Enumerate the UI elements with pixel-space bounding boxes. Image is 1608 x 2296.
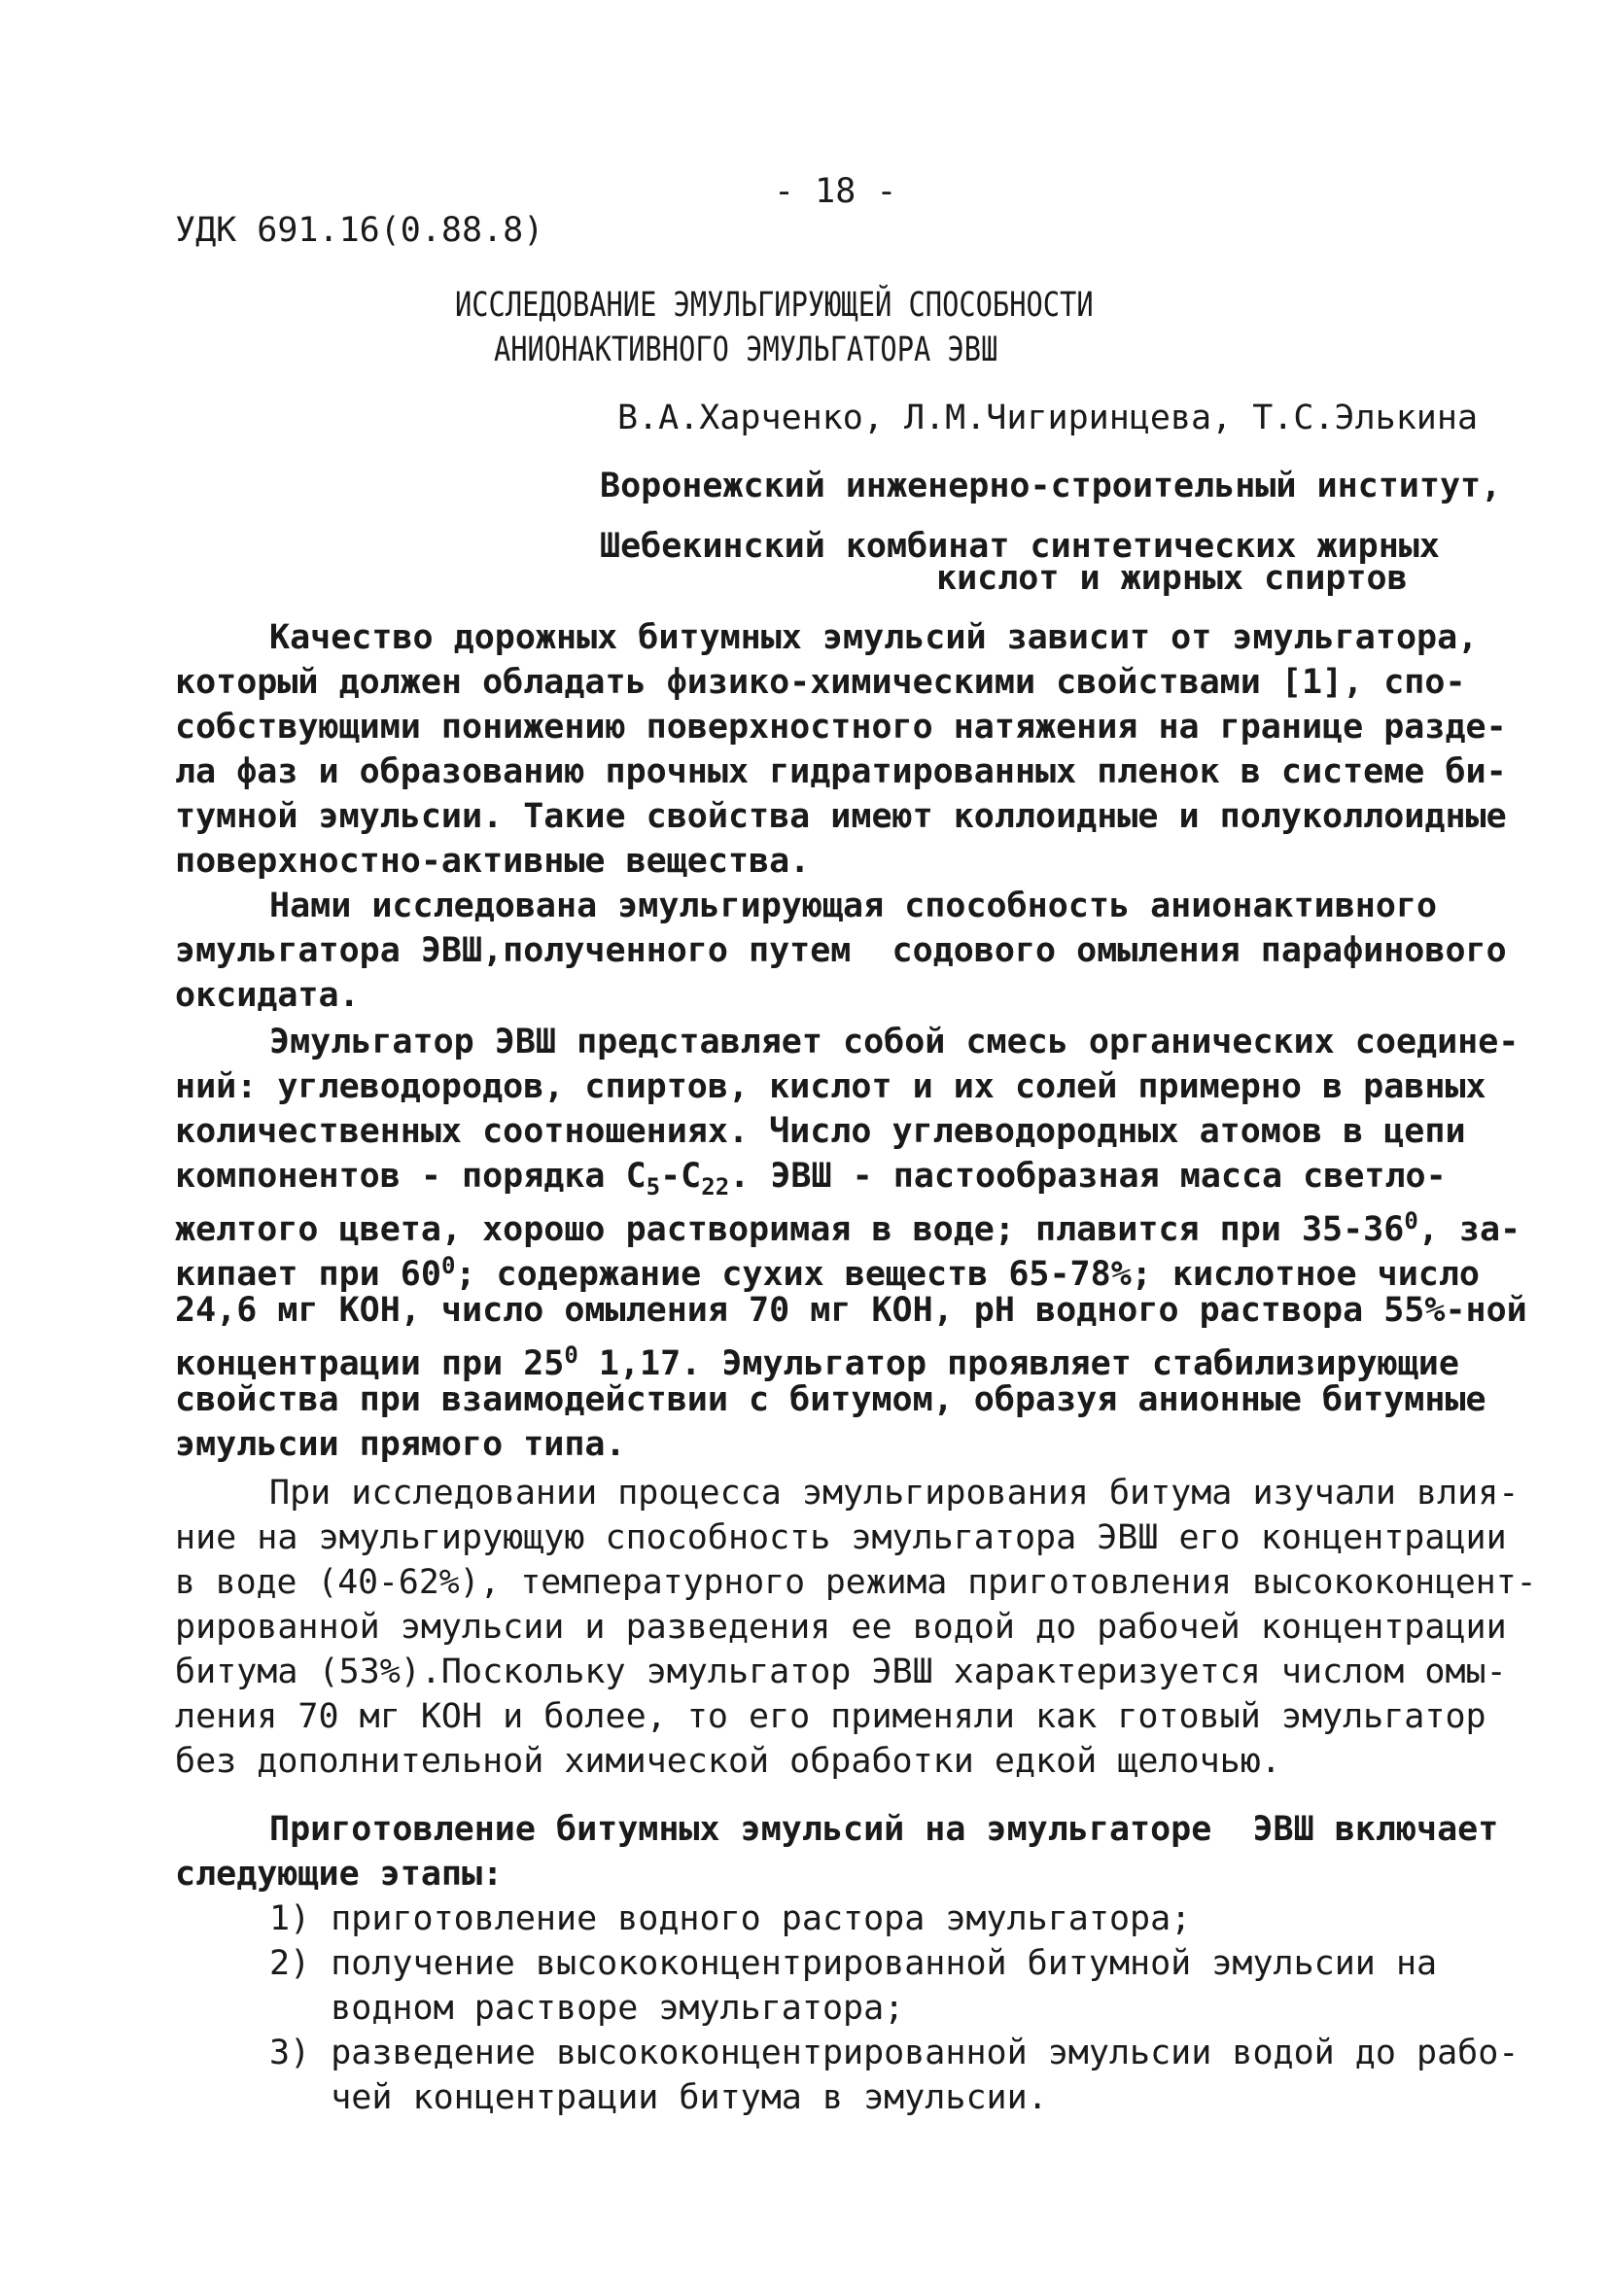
- p3-line-10: эмульсии прямого типа.: [175, 1425, 626, 1464]
- step-1: 1) приготовление водного растора эмульгатора;: [269, 1899, 1192, 1938]
- p4-line-2: ние на эмульгирующую способность эмульгатора ЭВШ его концентрации: [175, 1518, 1507, 1557]
- affiliation-2: Шебекинский комбинат синтетических жирных: [600, 527, 1440, 566]
- p3-line-5: желтого цвета, хорошо растворимая в воде; плавится при $35-36^0$, за-: [175, 1207, 1521, 1249]
- p4-line-5: битума (53%).Поскольку эмульгатор ЭВШ характеризуется числом омы-: [175, 1652, 1507, 1691]
- affiliation-1: Воронежский инженерно-строительный институт,: [600, 467, 1502, 505]
- p3-line-3: количественных соотношениях. Число углеводородных атомов в цепи: [175, 1112, 1466, 1151]
- p4-line-3: в воде (40-62%), температурного режима приготовления высококонцент-: [175, 1563, 1537, 1602]
- p3-line-8: концентрации при $25^0$ 1,17. Эмульгатор проявляет стабилизирующие: [175, 1341, 1459, 1383]
- step-2-cont: водном растворе эмульгатора;: [269, 1989, 905, 2028]
- title-line-1: ИССЛЕДОВАНИЕ ЭМУЛЬГИРУЮЩЕЙ СПОСОБНОСТИ: [455, 286, 1094, 325]
- p3-line-1: Эмульгатор ЭВШ представляет собой смесь органических соедине-: [269, 1023, 1520, 1061]
- p1-line-2: который должен обладать физико-химическими свойствами [1], спо-: [175, 663, 1466, 702]
- p4-line-4: рированной эмульсии и разведения ее водой до рабочей концентрации: [175, 1608, 1507, 1647]
- step-3: 3) разведение высококонцентрированной эмульсии водой до рабо-: [269, 2034, 1520, 2072]
- p5-line-2: следующие этапы:: [175, 1855, 504, 1894]
- p3-line-6: кипает при $60^0$; содержание сухих веществ 65-78%; кислотное число: [175, 1252, 1480, 1294]
- step-3-cont: чей концентрации битума в эмульсии.: [269, 2078, 1048, 2117]
- p4-line-7: без дополнительной химической обработки едкой щелочью.: [175, 1742, 1281, 1781]
- p1-line-6: поверхностно-активные вещества.: [175, 842, 811, 881]
- p1-line-1: Качество дорожных битумных эмульсий зависит от эмульгатора,: [269, 618, 1479, 657]
- udc-code: УДК 691.16(0.88.8): [175, 211, 544, 250]
- p1-line-4: ла фаз и образованию прочных гидратированных пленок в системе би-: [175, 752, 1507, 791]
- p3-line-2: ний: углеводородов, спиртов, кислот и их солей примерно в равных: [175, 1067, 1486, 1106]
- p3-line-4: компонентов - порядка $C_5-C_{22}$. ЭВШ - пастообразная масса светло-: [175, 1157, 1447, 1200]
- p4-line-6: ления 70 мг КОН и более, то его применяли как готовый эмульгатор: [175, 1697, 1486, 1736]
- p4-line-1: При исследовании процесса эмульгирования битума изучали влия-: [269, 1474, 1520, 1513]
- p2-line-2: эмульгатора ЭВШ,полученного путем содового омыления парафинового: [175, 931, 1507, 970]
- title-line-2: АНИОНАКТИВНОГО ЭМУЛЬГАТОРА ЭВШ: [494, 330, 998, 369]
- p1-line-3: собствующими понижению поверхностного натяжения на границе разде-: [175, 708, 1507, 747]
- p3-line-9: свойства при взаимодействии с битумом, образуя анионные битумные: [175, 1380, 1486, 1419]
- p3-line-7: 24,6 мг КОН, число омыления 70 мг КОН, рН водного раствора 55%-ной: [175, 1291, 1527, 1330]
- affiliation-3: кислот и жирных спиртов: [936, 559, 1408, 598]
- p2-line-3: оксидата.: [175, 976, 360, 1015]
- page-number: - 18 -: [774, 172, 897, 211]
- p5-line-1: Приготовление битумных эмульсий на эмульгаторе ЭВШ включает: [269, 1810, 1499, 1849]
- step-2: 2) получение высококонцентрированной битумной эмульсии на: [269, 1944, 1438, 1983]
- p1-line-5: тумной эмульсии. Такие свойства имеют коллоидные и полуколлоидные: [175, 797, 1507, 836]
- p2-line-1: Нами исследована эмульгирующая способность анионактивного: [269, 887, 1438, 925]
- authors: В.А.Харченко, Л.М.Чигиринцева, Т.С.Элькина: [617, 399, 1479, 437]
